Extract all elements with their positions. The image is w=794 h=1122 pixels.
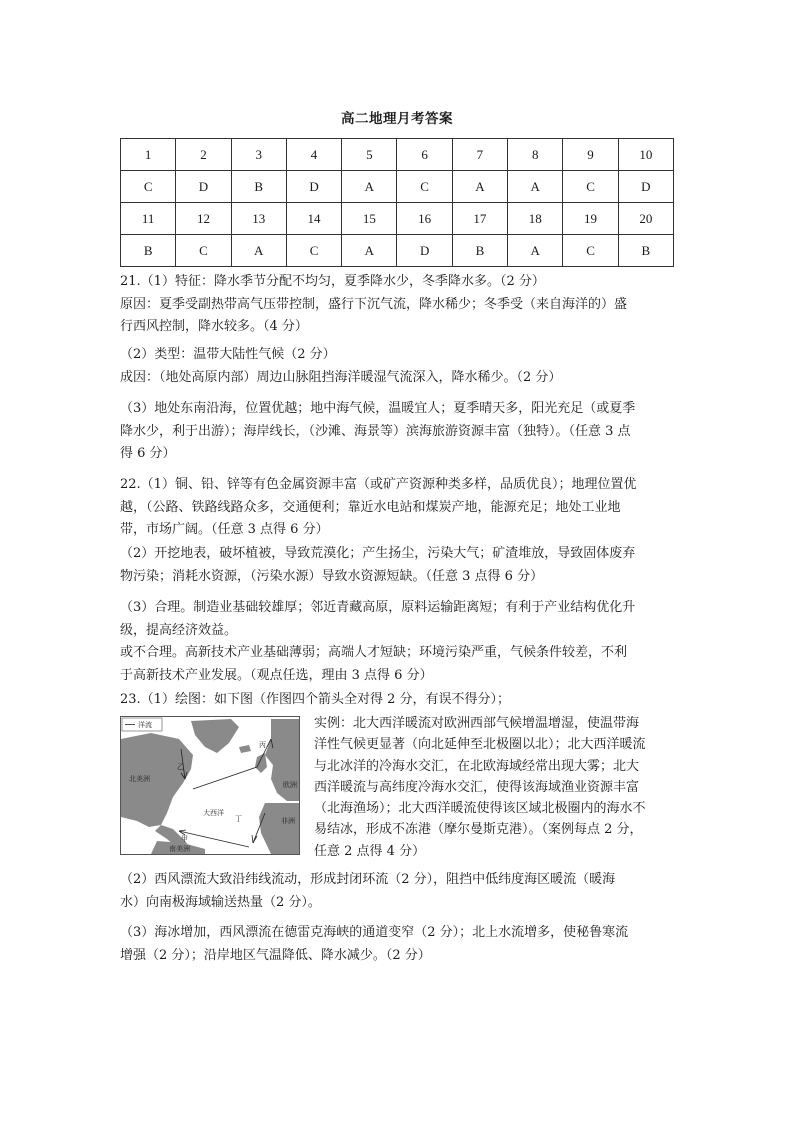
question-number-cell: 17 <box>452 203 507 235</box>
question-number-cell: 11 <box>121 203 176 235</box>
answer-cell: C <box>563 171 618 203</box>
text-line: （2）类型：温带大陆性气候（2 分） <box>120 347 336 362</box>
answer-cell: C <box>286 235 341 267</box>
question-number-cell: 9 <box>563 139 618 171</box>
arrow-label-yi: 乙 <box>177 763 184 771</box>
text-line: 带，市场广阔。（任意 3 点得 6 分） <box>120 522 329 537</box>
text-line: 越，（公路、铁路线路众多，交通便利；靠近水电站和煤炭产地，能源充足；地处工业地 <box>120 499 621 515</box>
text-line: 原因：夏季受副热带高气压带控制，盛行下沉气流，降水稀少；冬季受（来自海洋的）盛 <box>120 296 628 312</box>
answer-cell: A <box>231 235 286 267</box>
q22-part1 <box>120 474 680 542</box>
text-line: 得 6 分） <box>120 446 176 461</box>
ocean-current-map <box>120 716 300 855</box>
answer-cell: A <box>508 171 563 203</box>
label-africa: 非洲 <box>281 817 295 825</box>
answer-cell: B <box>231 171 286 203</box>
text-line: 22.（1）铜、铅、锌等有色金属资源丰富（或矿产资源种类多样，品质优良）；地理位置优 <box>120 477 637 492</box>
text-line: 洋性气候更显著（向北延伸至北极圈以北）；北大西洋暖流 <box>314 737 646 753</box>
q22-part3 <box>120 597 680 687</box>
question-number-cell: 15 <box>342 203 397 235</box>
label-south-america: 南美洲 <box>169 845 190 853</box>
answer-table <box>120 138 674 267</box>
label-atlantic: 大西洋 <box>203 809 224 817</box>
answer-cell: B <box>452 235 507 267</box>
question-number-cell: 1 <box>121 139 176 171</box>
text-line: 于高新技术产业发展。（观点任选，理由 3 点得 6 分） <box>120 667 433 683</box>
question-number-cell: 7 <box>452 139 507 171</box>
answer-cell: C <box>176 235 231 267</box>
label-europe: 欧洲 <box>283 781 297 789</box>
answer-cell: B <box>618 235 673 267</box>
page-title: 高二地理月考答案 <box>341 111 453 127</box>
q22-part2 <box>120 543 680 588</box>
answer-cell: D <box>618 171 673 203</box>
question-number-cell: 12 <box>176 203 231 235</box>
question-number-cell: 19 <box>563 203 618 235</box>
q23-part2 <box>120 869 680 914</box>
question-number-cell: 3 <box>231 139 286 171</box>
text-line: （2）开挖地表，破坏植被，导致荒漠化；产生扬尘，污染大气；矿渣堆放，导致固体废弃 <box>120 546 636 561</box>
answer-cell: C <box>121 171 176 203</box>
text-line: （3）合理。制造业基础较雄厚；邻近青藏高原，原料运输距离短；有利于产业结构优化升 <box>120 600 636 615</box>
question-number-row <box>121 203 674 235</box>
arrow-label-bing: 丙 <box>259 741 266 749</box>
answer-cell: A <box>508 235 563 267</box>
text-line: 西洋暖流与高纬度冷海水交汇，使得该海域渔业资源丰富 <box>314 779 640 795</box>
land-masses <box>121 719 299 854</box>
question-number-cell: 20 <box>618 203 673 235</box>
question-number-cell: 5 <box>342 139 397 171</box>
text-line: 增强（2 分）；沿岸地区气温降低、降水减少。（2 分） <box>120 947 431 963</box>
q23-example-text <box>314 713 676 862</box>
text-line: 任意 2 点得 4 分） <box>314 843 426 859</box>
answer-cell: A <box>342 171 397 203</box>
text-line: 降水少，利于出游）；海岸线长，（沙滩、海景等）滨海旅游资源丰富（独特）。（任意 3 点 <box>120 423 631 439</box>
answer-cell: A <box>342 235 397 267</box>
answer-cell: D <box>397 235 452 267</box>
answer-cell: D <box>176 171 231 203</box>
question-number-cell: 16 <box>397 203 452 235</box>
text-line: 或不合理。高新技术产业基础薄弱；高端人才短缺；环境污染严重，气候条件较差，不利 <box>120 645 628 660</box>
answer-cell: B <box>121 235 176 267</box>
text-line: 21.（1）特征：降水季节分配不均匀，夏季降水少，冬季降水多。（2 分） <box>120 274 545 289</box>
question-number-cell: 4 <box>286 139 341 171</box>
text-line: 行西风控制，降水较多。（4 分） <box>120 319 308 334</box>
text-line: （2）西风漂流大致沿纬线流动，形成封闭环流（2 分），阻挡中低纬度海区暖流（暖海 <box>120 872 616 887</box>
question-number-cell: 13 <box>231 203 286 235</box>
question-number-cell: 8 <box>508 139 563 171</box>
text-line: （3）海冰增加，西风漂流在德雷克海峡的通道变窄（2 分）；北上水流增多，使秘鲁寒流 <box>120 925 629 940</box>
text-line: 成因：（地处高原内部）周边山脉阻挡海洋暖湿气流深入，降水稀少。（2 分） <box>120 369 562 385</box>
question-number-cell: 18 <box>508 203 563 235</box>
text-line: 级，提高经济效益。 <box>120 622 238 638</box>
answer-cell: C <box>397 171 452 203</box>
text-line: （北海渔场）；北大西洋暖流使得该区域北极圈内的海水不 <box>314 801 646 817</box>
question-number-cell: 14 <box>286 203 341 235</box>
map-legend <box>122 718 162 731</box>
q21-part2 <box>120 344 680 389</box>
answer-cell: A <box>452 171 507 203</box>
text-line: 水）向南极海域输送热量（2 分）。 <box>120 894 321 910</box>
q21-part3 <box>120 398 680 466</box>
arrow-label-ding: 丁 <box>235 815 242 823</box>
answer-cell: C <box>563 235 618 267</box>
question-number-cell: 10 <box>618 139 673 171</box>
label-north-america: 北美洲 <box>129 775 150 783</box>
question-number-row <box>121 139 674 171</box>
text-line: 实例：北大西洋暖流对欧洲西部气候增温增湿，使温带海 <box>314 716 640 731</box>
text-line: 物污染；消耗水资源，（污染水源）导致水资源短缺。（任意 3 点得 6 分） <box>120 568 544 584</box>
arrow-label-jia: 甲 <box>181 835 188 843</box>
text-line: 23.（1）绘图：如下图（作图四个箭头全对得 2 分，有误不得分）； <box>120 692 510 707</box>
answer-row <box>121 235 674 267</box>
q23-part1-heading <box>120 689 680 712</box>
text-line: （3）地处东南沿海，位置优越；地中海气候，温暖宜人；夏季晴天多，阳光充足（或夏季 <box>120 401 636 416</box>
answer-cell: D <box>286 171 341 203</box>
legend-label: 洋流 <box>138 721 152 729</box>
answer-row <box>121 171 674 203</box>
text-line: 易结冰，形成不冻港（摩尔曼斯克港）。（案例每点 2 分， <box>314 822 643 838</box>
question-number-cell: 6 <box>397 139 452 171</box>
text-line: 与北冰洋的冷海水交汇，在北欧海域经常出现大雾；北大 <box>314 758 640 774</box>
q21-part1 <box>120 271 680 339</box>
current-arrows <box>179 739 273 847</box>
q23-part3 <box>120 922 680 967</box>
question-number-cell: 2 <box>176 139 231 171</box>
